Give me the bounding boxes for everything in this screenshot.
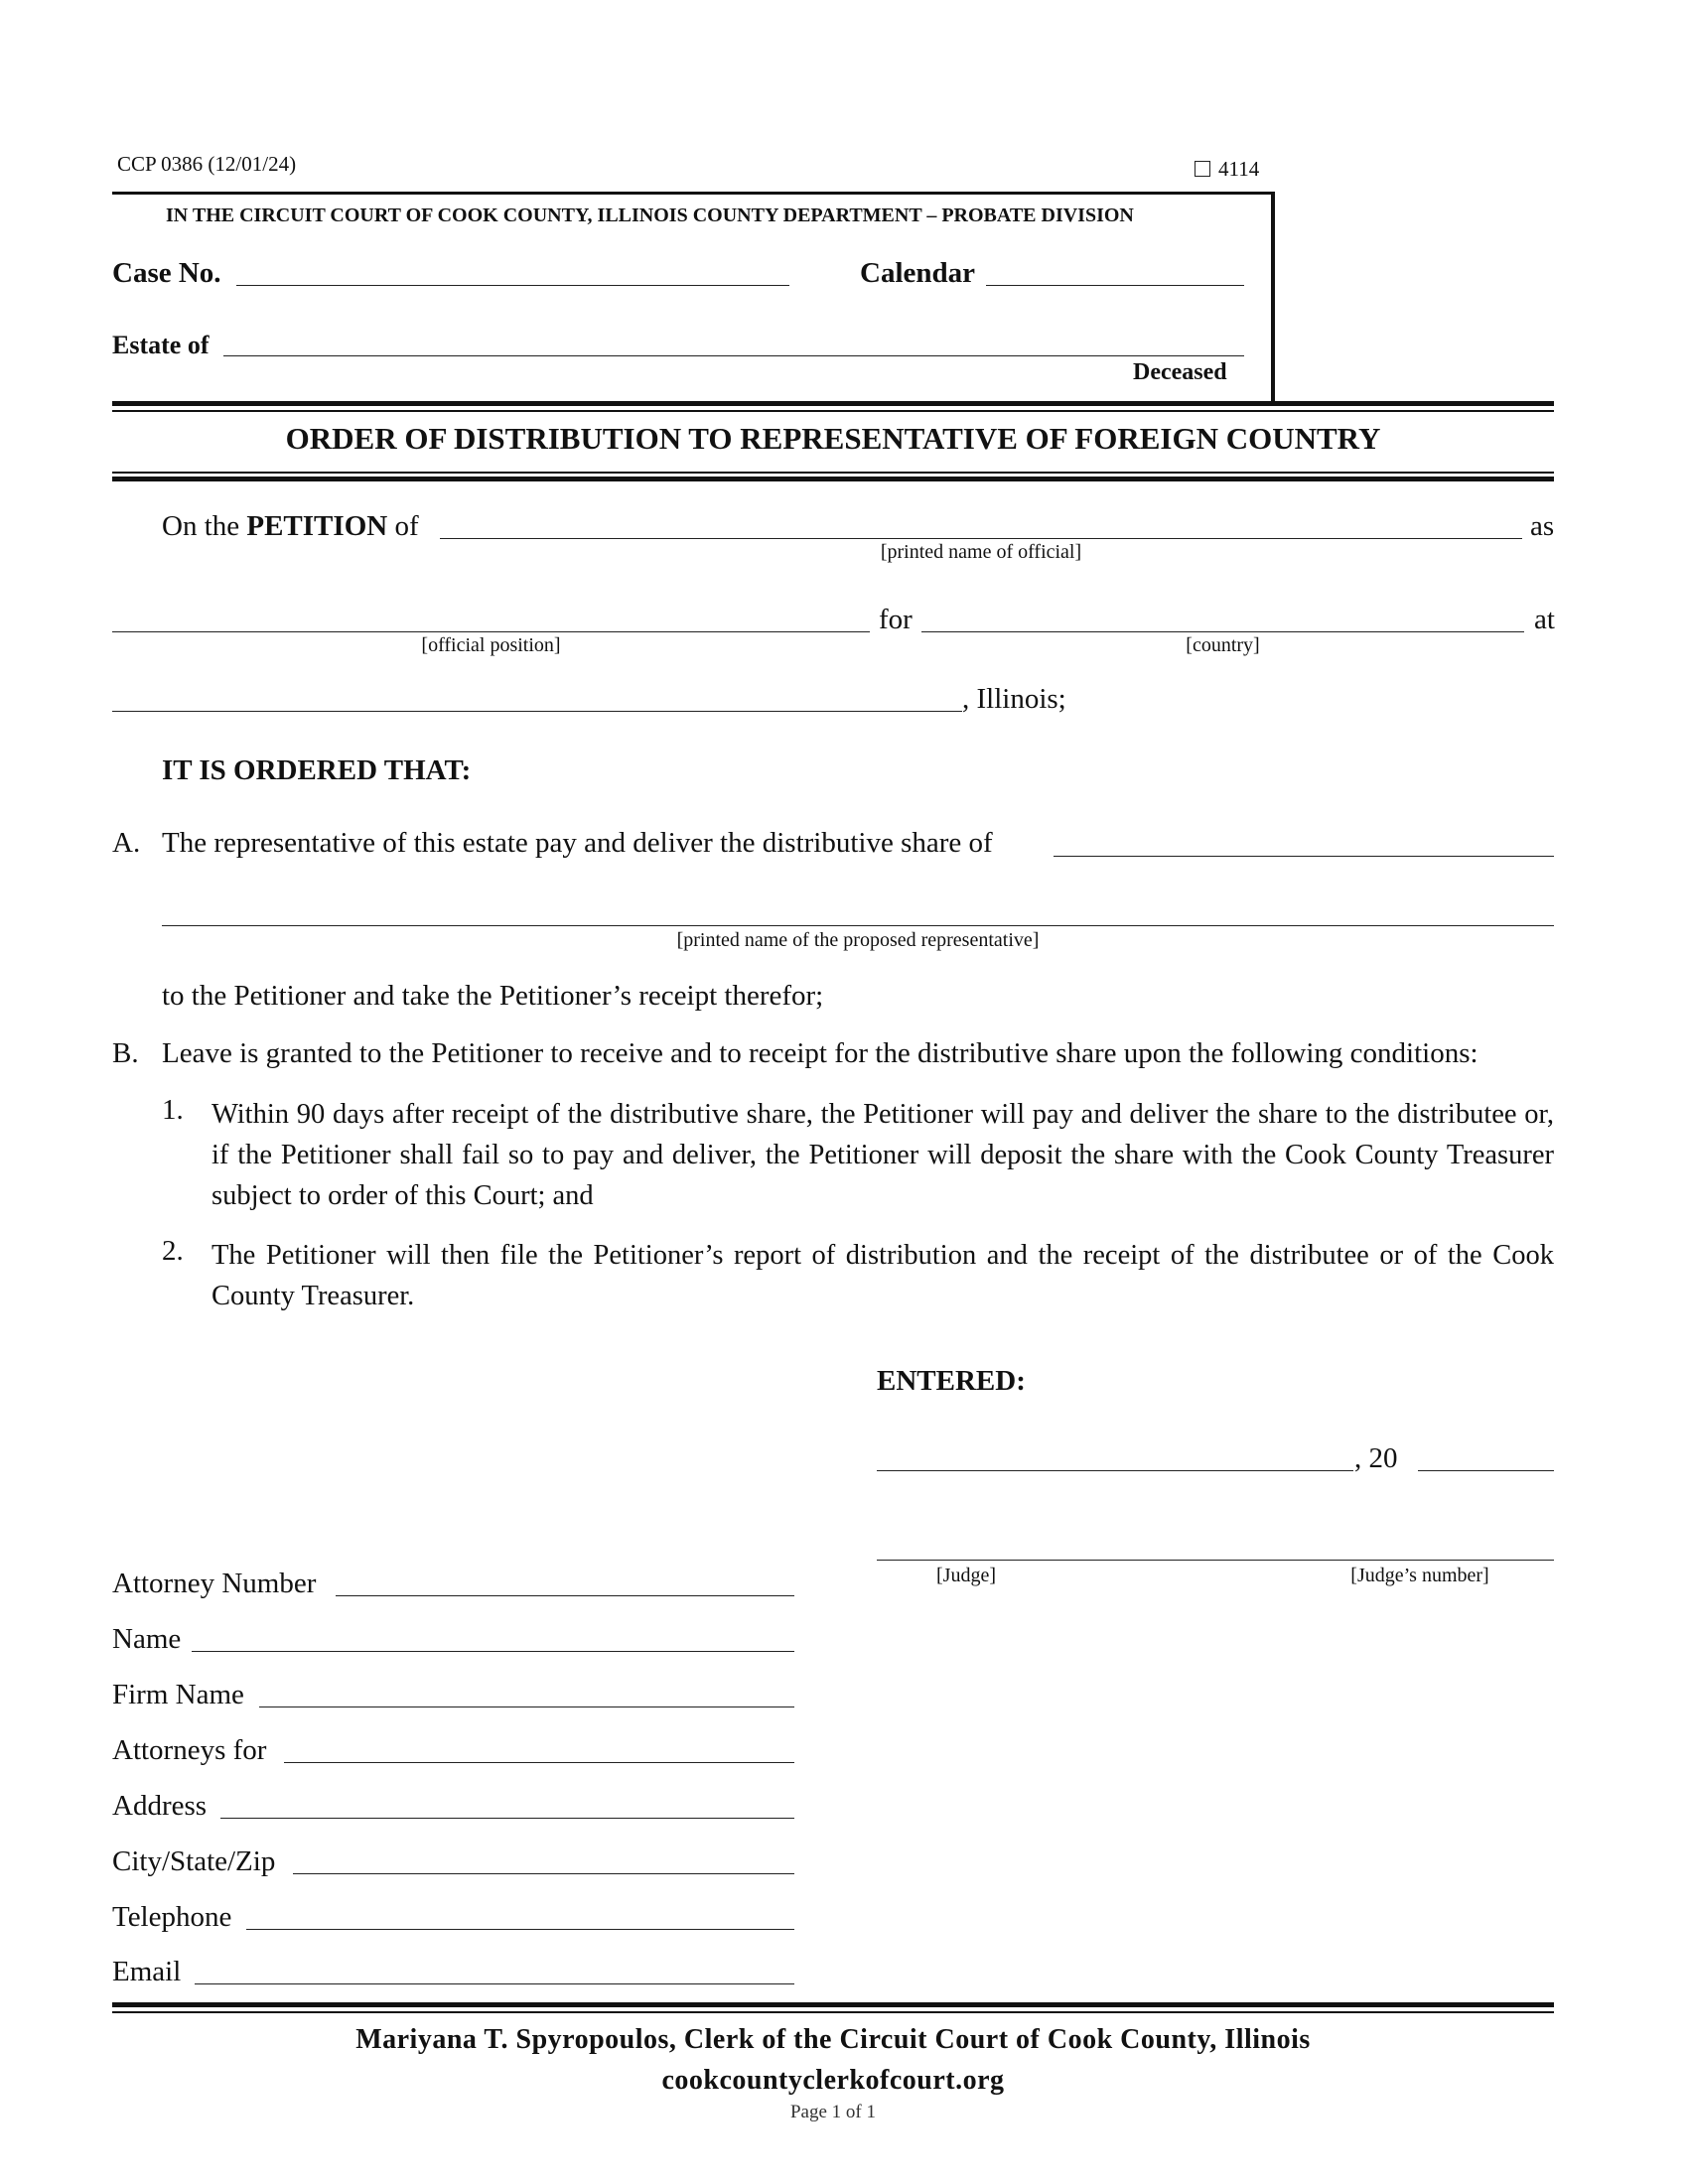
footer-page-number: Page 1 of 1: [789, 2102, 876, 2122]
condition-1-marker: 1.: [162, 1094, 184, 1126]
email-field[interactable]: [195, 1983, 794, 1984]
distributee-caption: [printed name of the proposed representative]: [676, 929, 1040, 951]
entered-year-field[interactable]: [1418, 1470, 1554, 1471]
condition-2-text: The Petitioner will then file the Petitioner’s report of distribution and the receipt of the distributee or of the Cook County Treasurer.: [211, 1240, 1554, 1311]
title-rule-top-thin: [112, 410, 1554, 412]
city-state-zip-field[interactable]: [293, 1873, 794, 1874]
checkbox-icon: [1195, 161, 1210, 177]
official-name-caption: [printed name of official]: [880, 541, 1082, 563]
court-title: IN THE CIRCUIT COURT OF COOK COUNTY, ILLINOIS COUNTY DEPARTMENT – PROBATE DIVISION: [166, 205, 1134, 226]
telephone-label: Telephone: [112, 1901, 232, 1933]
at-label: at: [1534, 604, 1555, 635]
attorneys-for-label: Attorneys for: [112, 1734, 267, 1766]
footer-rule-thin: [112, 2011, 1554, 2013]
petition-word: PETITION: [246, 510, 388, 542]
item-a-marker: A.: [112, 827, 141, 859]
form-number: [1195, 157, 1259, 182]
firm-name-label: Firm Name: [112, 1679, 244, 1710]
item-a-text: The representative of this estate pay and deliver the distributive share of: [162, 827, 993, 859]
judge-caption: [Judge]: [936, 1565, 996, 1586]
attorney-number-label: Attorney Number: [112, 1568, 317, 1599]
order-heading: IT IS ORDERED THAT:: [162, 754, 472, 786]
header-box-top: [112, 192, 1275, 195]
condition-1-text: Within 90 days after receipt of the distributive share, the Petitioner will pay and deliver the share to the distributee or, if the Petitioner shall fail so to pay and deliver, the Petitioner will deposit the share with the Cook County Treasurer subject to order of this Court; and: [211, 1099, 1554, 1211]
address-label: Address: [112, 1790, 208, 1822]
title-rule-top-thick: [112, 401, 1554, 406]
attorneys-for-field[interactable]: [284, 1762, 794, 1763]
entered-year-prefix: , 20: [1354, 1442, 1398, 1474]
entered-date-field[interactable]: [877, 1470, 1353, 1471]
case-no-field[interactable]: [236, 285, 789, 286]
illinois-label: , Illinois;: [962, 683, 1066, 715]
footer-website: cookcountyclerkofcourt.org: [661, 2065, 1005, 2096]
distributee-field-2[interactable]: [162, 925, 1554, 926]
attorney-name-field[interactable]: [192, 1651, 794, 1652]
for-label: for: [879, 604, 913, 635]
item-b-text: Leave is granted to the Petitioner to receive and to receipt for the distributive share upon the following conditions:: [162, 1037, 1478, 1069]
item-b-marker: B.: [112, 1037, 139, 1069]
footer-clerk: Mariyana T. Spyropoulos, Clerk of the Circuit Court of Cook County, Illinois: [355, 2024, 1311, 2055]
email-label: Email: [112, 1956, 182, 1987]
country-caption: [country]: [1186, 634, 1260, 656]
firm-name-field[interactable]: [259, 1706, 794, 1707]
attorney-name-label: Name: [112, 1623, 182, 1655]
telephone-field[interactable]: [246, 1929, 794, 1930]
judge-signature-field[interactable]: [877, 1560, 1554, 1561]
petition-prefix: [162, 510, 419, 543]
title-rule-bottom-thin: [112, 472, 1554, 474]
official-position-field[interactable]: [112, 631, 870, 632]
estate-label: Estate of: [112, 331, 210, 359]
estate-field[interactable]: [223, 355, 1244, 356]
petition-of: of: [387, 510, 419, 542]
title-rule-bottom-thick: [112, 477, 1554, 481]
city-field[interactable]: [112, 711, 962, 712]
official-name-field[interactable]: [440, 538, 1522, 539]
calendar-label: Calendar: [860, 257, 975, 289]
petition-on: On the: [162, 510, 247, 542]
condition-2-marker: 2.: [162, 1235, 184, 1267]
item-a-continuation: to the Petitioner and take the Petitioner’s receipt therefor;: [162, 980, 824, 1012]
deceased-label: Deceased: [1133, 359, 1227, 385]
attorney-number-field[interactable]: [336, 1595, 794, 1596]
distributee-field-1[interactable]: [1054, 856, 1554, 857]
entered-label: ENTERED:: [877, 1365, 1026, 1397]
calendar-field[interactable]: [986, 285, 1244, 286]
header-box-right: [1271, 192, 1275, 402]
footer-rule-thick: [112, 2002, 1554, 2007]
case-no-label: Case No.: [112, 257, 221, 289]
as-label: as: [1530, 510, 1555, 542]
city-state-zip-label: City/State/Zip: [112, 1845, 276, 1877]
address-field[interactable]: [220, 1818, 794, 1819]
form-code: CCP 0386 (12/01/24): [117, 152, 297, 176]
judge-number-caption: [Judge’s number]: [1350, 1565, 1489, 1586]
form-number-text: 4114: [1218, 157, 1260, 181]
document-title: ORDER OF DISTRIBUTION TO REPRESENTATIVE OF FOREIGN COUNTRY: [285, 421, 1381, 456]
country-field[interactable]: [921, 631, 1524, 632]
official-position-caption: [official position]: [421, 634, 561, 656]
